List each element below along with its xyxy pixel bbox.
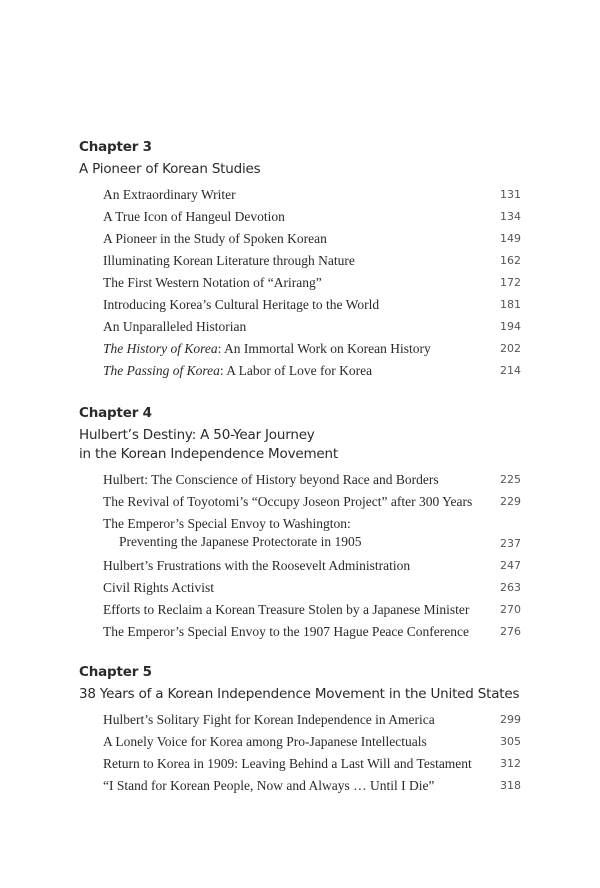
- entry-title: Introducing Korea’s Cultural Heritage to the World: [103, 297, 380, 312]
- toc-entry[interactable]: [79, 491, 529, 513]
- entry-page: 276: [500, 625, 521, 638]
- chapter-title-line: A Pioneer of Korean Studies: [79, 161, 261, 177]
- entry-page: 225: [500, 473, 521, 486]
- entry-title: An Unparalleled Historian: [103, 319, 247, 334]
- entry-title: : A Labor of Love for Korea: [219, 363, 373, 378]
- toc-entry[interactable]: [79, 338, 529, 360]
- entry-title: The Emperor’s Special Envoy to the 1907 Hague Peace Conference: [103, 624, 469, 639]
- toc-entry[interactable]: [79, 709, 529, 731]
- entry-page: 270: [500, 603, 521, 616]
- chapter-title: [79, 685, 529, 704]
- entry-title: The First Western Notation of “Arirang”: [103, 275, 322, 290]
- toc-entry[interactable]: [79, 577, 529, 599]
- entry-page: 162: [500, 254, 521, 267]
- entry-page: 131: [500, 188, 521, 201]
- toc-entry[interactable]: [79, 316, 529, 338]
- toc-entry[interactable]: [79, 272, 529, 294]
- toc-entry[interactable]: [79, 184, 529, 206]
- entry-title: : An Immortal Work on Korean History: [217, 341, 431, 356]
- chapter-title-line: 38 Years of a Korean Independence Movement in the United States: [79, 686, 520, 702]
- entry-page: 305: [500, 735, 521, 748]
- entry-title: Illuminating Korean Literature through Nature: [103, 253, 355, 268]
- entry-page: 194: [500, 320, 521, 333]
- entry-title: Hulbert’s Solitary Fight for Korean Independence in America: [103, 712, 435, 727]
- entry-page: 229: [500, 495, 521, 508]
- entry-title: A Lonely Voice for Korea among Pro-Japanese Intellectuals: [103, 734, 427, 749]
- entry-page: 181: [500, 298, 521, 311]
- toc-entry[interactable]: [79, 294, 529, 316]
- chapter-number: Chapter 5: [79, 664, 152, 680]
- entry-page: 149: [500, 232, 521, 245]
- entry-title-continued: Preventing the Japanese Protectorate in 1905: [119, 534, 362, 549]
- toc-entry[interactable]: [79, 469, 529, 491]
- toc-entry[interactable]: [79, 513, 529, 555]
- entry-title-italic: The Passing of Korea: [103, 363, 220, 378]
- entry-title: A True Icon of Hangeul Devotion: [103, 209, 285, 224]
- entry-page: 172: [500, 276, 521, 289]
- entry-title: The Emperor’s Special Envoy to Washington:: [103, 516, 351, 531]
- toc-entry[interactable]: [79, 250, 529, 272]
- toc-entry[interactable]: [79, 621, 529, 643]
- entry-page: 237: [500, 537, 521, 550]
- entry-title: “I Stand for Korean People, Now and Always … Until I Die”: [103, 778, 435, 793]
- chapter-number: Chapter 4: [79, 405, 152, 421]
- toc-entry[interactable]: [79, 228, 529, 250]
- entry-page: 214: [500, 364, 521, 377]
- chapter-title-line: Hulbert’s Destiny: A 50-Year Journey: [79, 427, 315, 443]
- entry-title: Civil Rights Activist: [103, 580, 215, 595]
- chapter-4: [79, 404, 529, 643]
- toc-entry[interactable]: [79, 206, 529, 228]
- entry-title: Hulbert’s Frustrations with the Roosevelt Administration: [103, 558, 411, 573]
- entry-list: [79, 184, 529, 382]
- chapter-title-line: in the Korean Independence Movement: [79, 446, 338, 462]
- entry-page: 299: [500, 713, 521, 726]
- chapter-title: [79, 160, 529, 179]
- entry-title: Efforts to Reclaim a Korean Treasure Stolen by a Japanese Minister: [103, 602, 470, 617]
- chapter-title: [79, 426, 529, 464]
- toc-entry[interactable]: [79, 731, 529, 753]
- entry-list: [79, 469, 529, 643]
- entry-page: 312: [500, 757, 521, 770]
- entry-title: An Extraordinary Writer: [103, 187, 236, 202]
- chapter-3: [79, 138, 529, 382]
- chapter-number: Chapter 3: [79, 139, 152, 155]
- entry-list: [79, 709, 529, 797]
- entry-page: 247: [500, 559, 521, 572]
- toc-entry[interactable]: [79, 775, 529, 797]
- entry-title: Return to Korea in 1909: Leaving Behind a Last Will and Testament: [103, 756, 472, 771]
- toc-entry[interactable]: [79, 360, 529, 382]
- chapter-5: [79, 663, 529, 797]
- toc-entry[interactable]: [79, 599, 529, 621]
- entry-page: 134: [500, 210, 521, 223]
- toc-entry[interactable]: [79, 555, 529, 577]
- entry-title: A Pioneer in the Study of Spoken Korean: [103, 231, 327, 246]
- entry-page: 202: [500, 342, 521, 355]
- entry-page: 263: [500, 581, 521, 594]
- entry-title: Hulbert: The Conscience of History beyond Race and Borders: [103, 472, 439, 487]
- entry-title-italic: The History of Korea: [103, 341, 218, 356]
- entry-title: The Revival of Toyotomi’s “Occupy Joseon Project” after 300 Years: [103, 494, 473, 509]
- entry-page: 318: [500, 779, 521, 792]
- toc-entry[interactable]: [79, 753, 529, 775]
